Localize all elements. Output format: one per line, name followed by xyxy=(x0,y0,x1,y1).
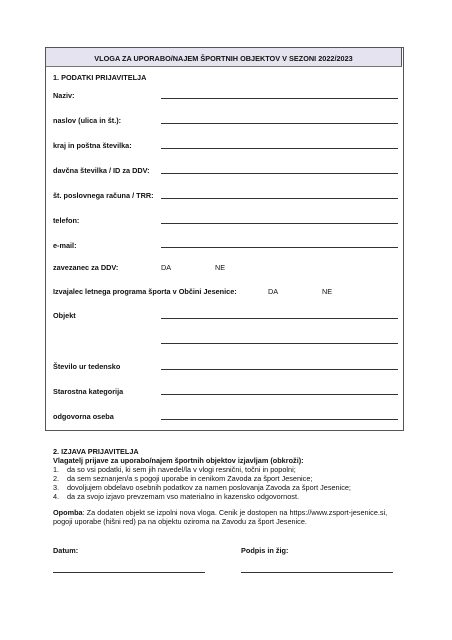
izvajalec-label: Izvajalec letnega programa športa v Občini Jesenice: xyxy=(53,287,237,296)
date-field[interactable] xyxy=(53,572,205,573)
ure-field[interactable] xyxy=(161,369,398,370)
kategorija-field[interactable] xyxy=(161,394,398,395)
ddv-option-yes[interactable]: DA xyxy=(161,263,172,272)
statement-text: dovoljujem obdelavo osebnih podatkov za namen poslovanja Zavoda za šport Jesenice; xyxy=(67,483,351,492)
statement-number: 3. xyxy=(53,483,60,492)
form-title: VLOGA ZA UPORABO/NAJEM ŠPORTNIH OBJEKTOV V SEZONI 2022/2023 xyxy=(94,54,353,63)
signature-label: Podpis in žig: xyxy=(241,546,289,555)
oseba-field[interactable] xyxy=(161,419,398,420)
note-text-line-2: pogoji uporabe (hišni red) pa na objektu oziroma na Zavodu za šport Jesenice. xyxy=(53,517,307,526)
email-label: e-mail: xyxy=(53,241,77,250)
kraj-field[interactable] xyxy=(161,148,398,149)
note xyxy=(53,508,387,517)
section1-heading: 1. PODATKI PRIJAVITELJA xyxy=(53,73,147,82)
izvajalec-option-no[interactable]: NE xyxy=(322,287,333,296)
objekt-field-line-2[interactable] xyxy=(161,343,398,344)
objekt-field-line-1[interactable] xyxy=(161,318,398,319)
applicant-data-box xyxy=(45,47,404,431)
statement-text: da za svojo izjavo prevzemam vso materialno in kazensko odgovornost. xyxy=(67,492,299,501)
naslov-label: naslov (ulica in št.): xyxy=(53,116,122,125)
davcna-field[interactable] xyxy=(161,173,398,174)
email-field[interactable] xyxy=(161,247,398,248)
ddv-label: zavezanec za DDV: xyxy=(53,263,119,272)
statement-text: da so vsi podatki, ki sem jih navedel/la v vlogi resnični, točni in popolni; xyxy=(67,465,296,474)
davcna-label: davčna številka / ID za DDV: xyxy=(53,166,150,175)
note-label: Opomba xyxy=(53,508,83,517)
statement-number: 1. xyxy=(53,465,60,474)
statement-number: 4. xyxy=(53,492,60,501)
statement-number: 2. xyxy=(53,474,60,483)
naslov-field[interactable] xyxy=(161,123,398,124)
naziv-field[interactable] xyxy=(161,98,398,99)
telefon-label: telefon: xyxy=(53,216,80,225)
objekt-label: Objekt xyxy=(53,311,76,320)
trr-label: št. poslovnega računa / TRR: xyxy=(53,191,154,200)
telefon-field[interactable] xyxy=(161,223,398,224)
statement-text: da sem seznanjen/a s pogoji uporabe in cenikom Zavoda za šport Jesenice; xyxy=(67,474,313,483)
oseba-label: odgovorna oseba xyxy=(53,412,114,421)
section2-heading: 2. IZJAVA PRIJAVITELJA xyxy=(53,447,139,456)
signature-field[interactable] xyxy=(241,572,393,573)
trr-field[interactable] xyxy=(161,198,398,199)
ure-label: Število ur tedensko xyxy=(53,362,121,371)
izvajalec-option-yes[interactable]: DA xyxy=(268,287,279,296)
naziv-label: Naziv: xyxy=(53,91,75,100)
kategorija-label: Starostna kategorija xyxy=(53,387,124,396)
note-text-line-1: : Za dodaten objekt se izpolni nova vloga. Cenik je dostopen na https://www.zsport-jesenice.si, xyxy=(82,508,388,517)
ddv-option-no[interactable]: NE xyxy=(215,263,226,272)
date-label: Datum: xyxy=(53,546,79,555)
kraj-label: kraj in poštna številka: xyxy=(53,141,132,150)
section2-subheading: Vlagatelj prijave za uporabo/najem športnih objektov izjavljam (obkroži): xyxy=(53,456,304,465)
